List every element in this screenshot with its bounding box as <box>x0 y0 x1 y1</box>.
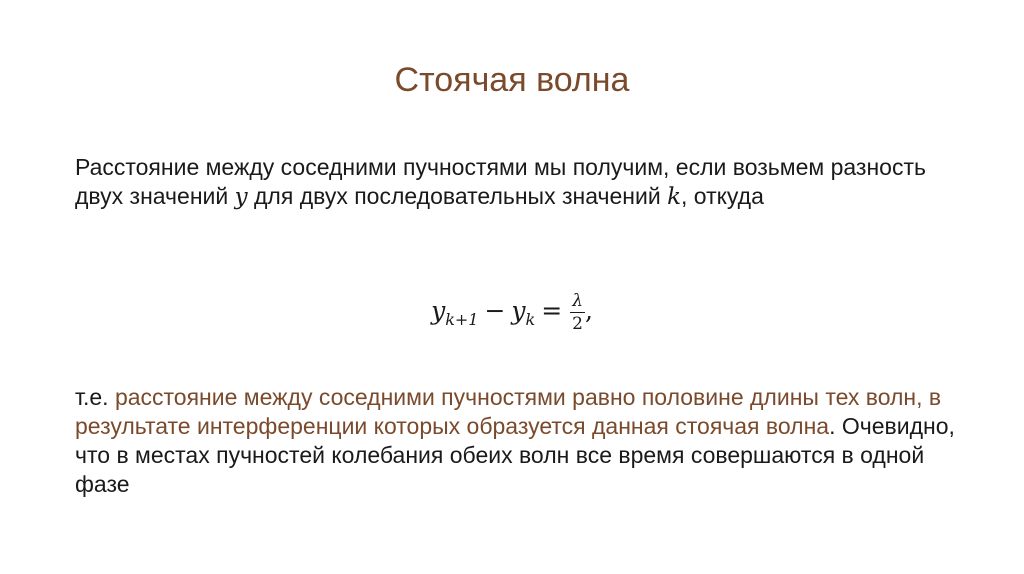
formula-sub1: k+1 <box>445 310 479 329</box>
intro-paragraph <box>75 153 955 212</box>
intro-text-part3: , откуда <box>681 183 764 209</box>
conclusion-lead: т.е. <box>75 384 115 410</box>
formula-fraction <box>570 291 585 334</box>
formula-equals: = <box>541 296 563 325</box>
variable-k: k <box>667 184 681 210</box>
slide-title: Стоячая волна <box>394 61 630 99</box>
intro-text-part1: Расстояние между соседними пучностями мы получим, если возьмем разность двух значений <box>75 154 926 209</box>
formula-comma: , <box>584 296 593 325</box>
conclusion-rest: . Очевидно, что в местах пучностей колебания обеих волн все время совершаются в одной фазе <box>75 413 955 497</box>
variable-y: y <box>234 184 248 210</box>
formula-denominator: 2 <box>572 314 583 334</box>
conclusion-paragraph <box>75 383 955 499</box>
formula-minus: − <box>484 296 506 325</box>
formula-y1: y <box>431 296 446 325</box>
formula-sub2: k <box>525 310 536 329</box>
conclusion-highlight: расстояние между соседними пучностями равно половине длины тех волн, в результате интерференции которых образуется данная стоячая волна <box>75 384 942 439</box>
intro-text-part2: для двух последовательных значений <box>247 183 668 209</box>
formula-numerator: λ <box>572 291 583 311</box>
formula-y2: y <box>511 296 526 325</box>
formula <box>0 286 1024 345</box>
